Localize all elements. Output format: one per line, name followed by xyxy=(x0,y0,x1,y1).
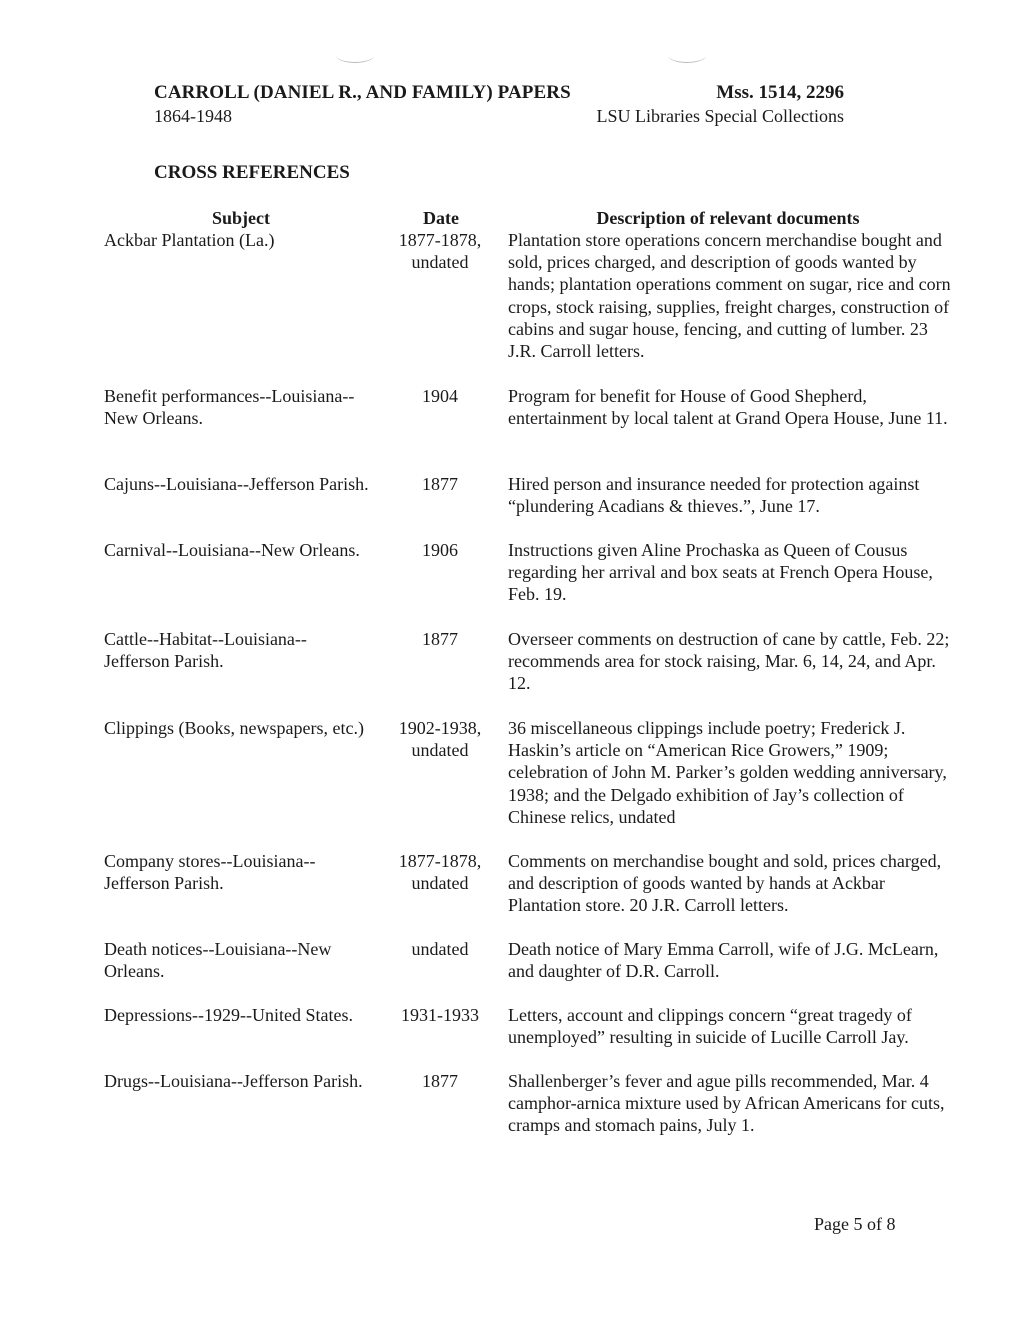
row-description: Program for benefit for House of Good Shepherd, entertainment by local talent at Grand Opera House, June 11. xyxy=(508,386,948,429)
row-description: Hired person and insurance needed for protection against “plundering Acadians & thieves.”, June 17. xyxy=(508,474,920,517)
table-row xyxy=(0,1070,1020,1140)
section-title: CROSS REFERENCES xyxy=(154,162,350,183)
row-description: Overseer comments on destruction of cane by cattle, Feb. 22; recommends area for stock raising, Mar. 6, 14, 24, and Apr. 12. xyxy=(508,629,950,694)
manuscript-number: Mss. 1514, 2296 xyxy=(716,82,844,103)
table-row xyxy=(0,1004,1020,1070)
row-subject: Drugs--Louisiana--Jefferson Parish. xyxy=(104,1071,363,1091)
row-description: Death notice of Mary Emma Carroll, wife of J.G. McLearn, and daughter of D.R. Carroll. xyxy=(508,939,939,982)
row-date: 1877 xyxy=(422,1071,458,1091)
row-description: Letters, account and clippings concern “great tragedy of unemployed” resulting in suicide of Lucille Carroll Jay. xyxy=(508,1005,912,1048)
row-date: 1877 xyxy=(422,474,458,494)
table-row xyxy=(0,938,1020,1004)
row-date: 1904 xyxy=(422,386,458,406)
scan-mark xyxy=(668,48,706,63)
collection-title: CARROLL (DANIEL R., AND FAMILY) PAPERS xyxy=(154,82,571,103)
row-description: Instructions given Aline Prochaska as Queen of Cousus regarding her arrival and box seats at French Opera House, Feb. 19. xyxy=(508,540,933,605)
row-subject: Cattle--Habitat--Louisiana--Jefferson Parish. xyxy=(104,629,307,672)
row-date: 1906 xyxy=(422,540,458,560)
row-subject: Company stores--Louisiana--Jefferson Parish. xyxy=(104,851,316,894)
repository-name: LSU Libraries Special Collections xyxy=(596,106,844,126)
row-description: Comments on merchandise bought and sold, prices charged, and description of goods wanted by hands at Ackbar Plantation store. 20 J.R. Carroll letters. xyxy=(508,851,942,916)
row-subject: Benefit performances--Louisiana--New Orleans. xyxy=(104,386,355,429)
table-row xyxy=(0,473,1020,539)
scan-mark xyxy=(336,48,374,63)
column-header-subject: Subject xyxy=(212,208,270,228)
table-row xyxy=(0,229,1020,385)
column-header-description: Description of relevant documents xyxy=(596,208,860,228)
row-date: 1902-1938, undated xyxy=(398,718,482,761)
table-row xyxy=(0,717,1020,850)
table-row xyxy=(0,628,1020,717)
row-subject: Clippings (Books, newspapers, etc.) xyxy=(104,718,364,738)
row-date: 1877 xyxy=(422,629,458,649)
row-description: 36 miscellaneous clippings include poetry; Frederick J. Haskin’s article on “American Rice Growers,” 1909; celebration of John M. Parker’s golden wedding anniversary, 1938; and the Delgado exhibition of Jay’s collection of Chinese relics, undated xyxy=(508,718,947,827)
cross-reference-table xyxy=(0,229,1020,1140)
table-row xyxy=(0,850,1020,938)
row-subject: Carnival--Louisiana--New Orleans. xyxy=(104,540,360,560)
row-date: undated xyxy=(411,939,469,959)
collection-dates: 1864-1948 xyxy=(154,106,232,126)
column-header-date: Date xyxy=(423,208,459,228)
row-date: 1931-1933 xyxy=(401,1005,479,1025)
row-description: Shallenberger’s fever and ague pills recommended, Mar. 4 camphor-arnica mixture used by African Americans for cuts, cramps and stomach pains, July 1. xyxy=(508,1071,945,1136)
row-subject: Depressions--1929--United States. xyxy=(104,1005,353,1025)
row-subject: Cajuns--Louisiana--Jefferson Parish. xyxy=(104,474,369,494)
row-subject: Death notices--Louisiana--New Orleans. xyxy=(104,939,332,982)
table-row xyxy=(0,385,1020,473)
table-row xyxy=(0,539,1020,628)
page-number: Page 5 of 8 xyxy=(814,1214,896,1234)
row-description: Plantation store operations concern merchandise bought and sold, prices charged, and description of goods wanted by hands; plantation operations comment on sugar, rice and corn crops, stock raising, supplies, freight charges, construction of cabins and sugar house, fencing, and cutting of lumber. 23 J.R. Carroll letters. xyxy=(508,230,951,362)
row-subject: Ackbar Plantation (La.) xyxy=(104,230,275,250)
row-date: 1877-1878, undated xyxy=(398,230,482,273)
row-date: 1877-1878, undated xyxy=(398,851,482,894)
